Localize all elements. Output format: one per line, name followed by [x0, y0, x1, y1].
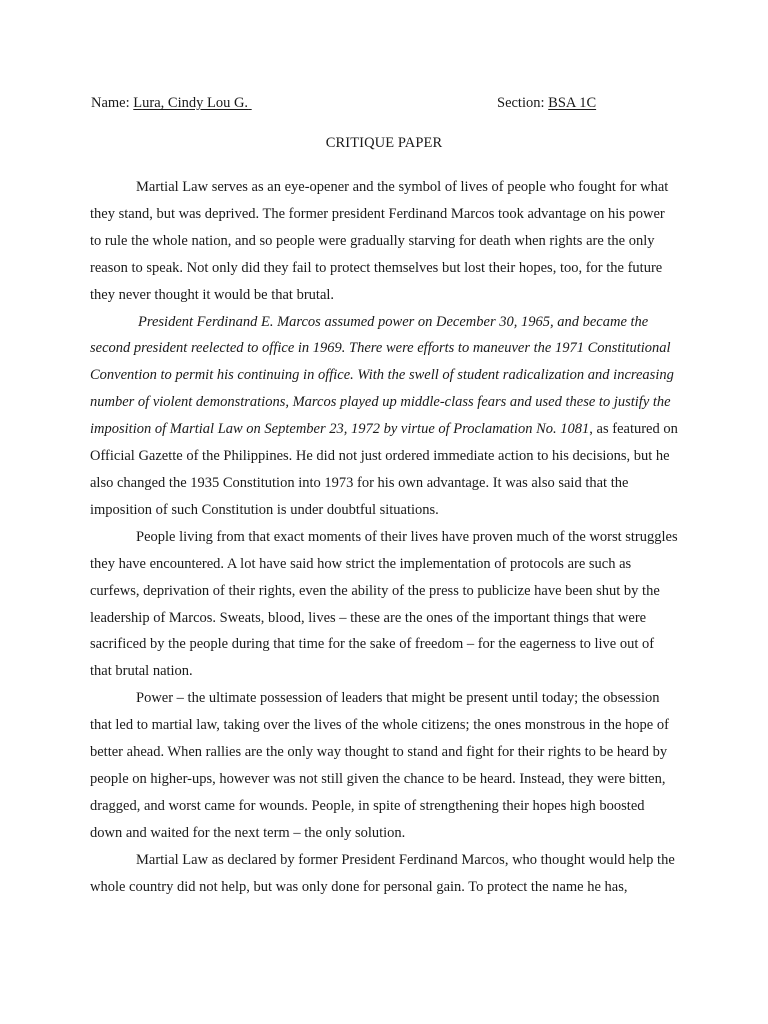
paragraph-2 [90, 309, 679, 524]
paragraph-5: Martial Law as declared by former President Ferdinand Marcos, who thought would help the whole country did not help, but was only done for personal gain. To protect the name he has, [90, 851, 675, 895]
paragraph-2-rest: , as featured on Official Gazette of the Philippines. He did not just ordered immediate action to his decisions, but he also changed the 1935 Constitution into 1973 for his own advantage. It was also said that the imposition of such Constitution is under doubtful situations. [90, 421, 678, 518]
name-label: Name: [91, 95, 130, 111]
paragraph-2-quote: President Ferdinand E. Marcos assumed power on December 30, 1965, and became the second president reelected to office in 1969. There were efforts to maneuver the 1971 Constitutional Convention to permit his continuing in office. With the swell of student radicalization and increasing number of violent demonstrations, Marcos played up middle-class fears and used these to justify the imposition of Martial Law on September 23, 1972 by virtue of Proclamation No. 1081 [90, 313, 674, 438]
document-title: CRITIQUE PAPER [325, 135, 443, 151]
document-body [90, 174, 679, 900]
section-field [497, 93, 596, 113]
section-label: Section: [497, 95, 545, 111]
paragraph-3: People living from that exact moments of their lives have proven much of the worst struggles they have encountered. A lot have said how strict the implementation of protocols are such as curfews, deprivation of their rights, even the ability of the press to publicize have been shut by the leadership of Marcos. Sweats, blood, lives – these are the ones of the important things that were sacrificed by the people during that time for the sake of freedom – for the eagerness to live out of that brutal nation. [90, 528, 678, 680]
paragraph-1: Martial Law serves as an eye-opener and the symbol of lives of people who fought for what they stand, but was deprived. The former president Ferdinand Marcos took advantage on his power to rule the whole nation, and so people were gradually starving for death when rights are the only reason to speak. Not only did they fail to protect themselves but lost their hopes, too, for the future they never thought it would be that brutal. [90, 179, 669, 303]
name-field [91, 93, 252, 113]
name-value: Lura, Cindy Lou G. [133, 95, 249, 111]
name-underline-tail [248, 95, 252, 111]
paragraph-4: Power – the ultimate possession of leaders that might be present until today; the obsession that led to martial law, taking over the lives of the whole citizens; the ones monstrous in the hope of better ahead. When rallies are the only way thought to stand and fight for their rights to be heard by people on higher-ups, however was not still given the chance to be heard. Instead, they were bitten, dragged, and worst came for wounds. People, in spite of strengthening their hopes high boosted down and waited for the next term – the only solution. [90, 690, 669, 841]
header-row [91, 93, 691, 115]
section-value: BSA 1C [548, 95, 597, 111]
